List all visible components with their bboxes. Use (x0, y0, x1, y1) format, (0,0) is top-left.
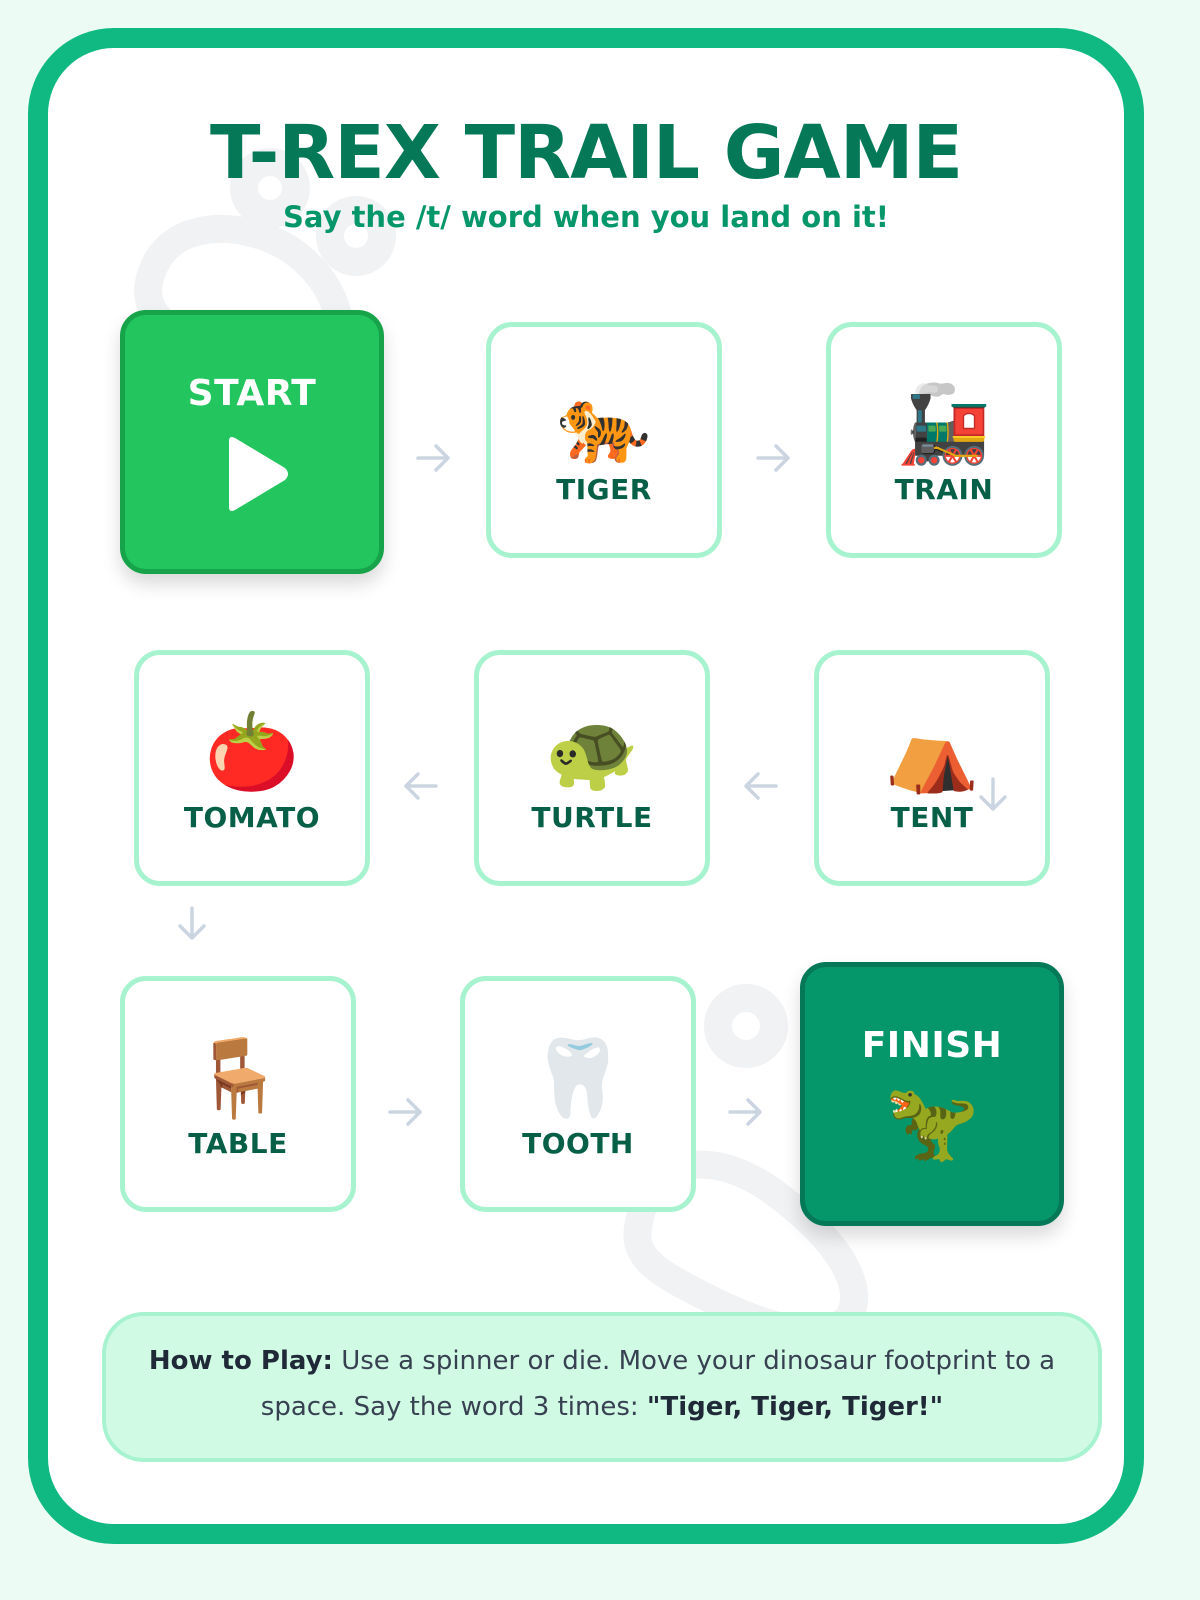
arrow-down-icon (973, 775, 1013, 815)
arrow-down-icon (172, 904, 212, 944)
board-space-tomato[interactable] (134, 650, 370, 886)
arrow-right-icon (754, 438, 794, 478)
arrow-right-icon (386, 1092, 426, 1132)
game-subtitle: Say the /t/ word when you land on it! (283, 200, 889, 234)
how-to-play-panel (102, 1312, 1102, 1462)
board-space-tent[interactable] (814, 650, 1050, 886)
tiger-icon: 🐅 (556, 379, 652, 468)
space-label: TABLE (188, 1127, 288, 1160)
space-label: TOMATO (183, 801, 321, 834)
finish-label: FINISH (861, 1025, 1003, 1066)
start-label: START (187, 373, 317, 414)
turtle-icon: 🐢 (544, 707, 640, 796)
board-space-turtle[interactable] (474, 650, 710, 886)
start-space[interactable] (120, 310, 384, 574)
tent-icon: ⛺ (884, 707, 980, 796)
game-title: T-REX TRAIL GAME (209, 110, 963, 196)
arrow-left-icon (400, 766, 440, 806)
space-label: TURTLE (531, 801, 653, 834)
space-label: TIGER (556, 473, 652, 506)
train-icon: 🚂 (896, 379, 992, 468)
board-space-train[interactable] (826, 322, 1062, 558)
arrow-right-icon (414, 438, 454, 478)
arrow-right-icon (726, 1092, 766, 1132)
board-space-tiger[interactable] (486, 322, 722, 558)
space-label: TOOTH (522, 1127, 634, 1160)
finish-space[interactable] (800, 962, 1064, 1226)
footprint-toe-3 (718, 998, 774, 1054)
tooth-icon: 🦷 (530, 1033, 626, 1122)
how-to-play-text: Use a spinner or die. Move your dinosaur footprint to a space. Say the word 3 times: (260, 1346, 1056, 1422)
chair-icon: 🪑 (190, 1033, 286, 1122)
arrow-left-icon (740, 766, 780, 806)
game-board-card (28, 28, 1144, 1544)
how-to-play-example: "Tiger, Tiger, Tiger!" (646, 1392, 944, 1422)
space-label: TRAIN (894, 473, 994, 506)
board-space-tooth[interactable] (460, 976, 696, 1212)
space-label: TENT (890, 801, 974, 834)
board-space-table[interactable] (120, 976, 356, 1212)
how-to-play-heading: How to Play: (148, 1346, 333, 1376)
play-icon (221, 435, 291, 513)
tomato-icon: 🍅 (204, 707, 300, 796)
t-rex-icon: 🦖 (884, 1077, 980, 1166)
